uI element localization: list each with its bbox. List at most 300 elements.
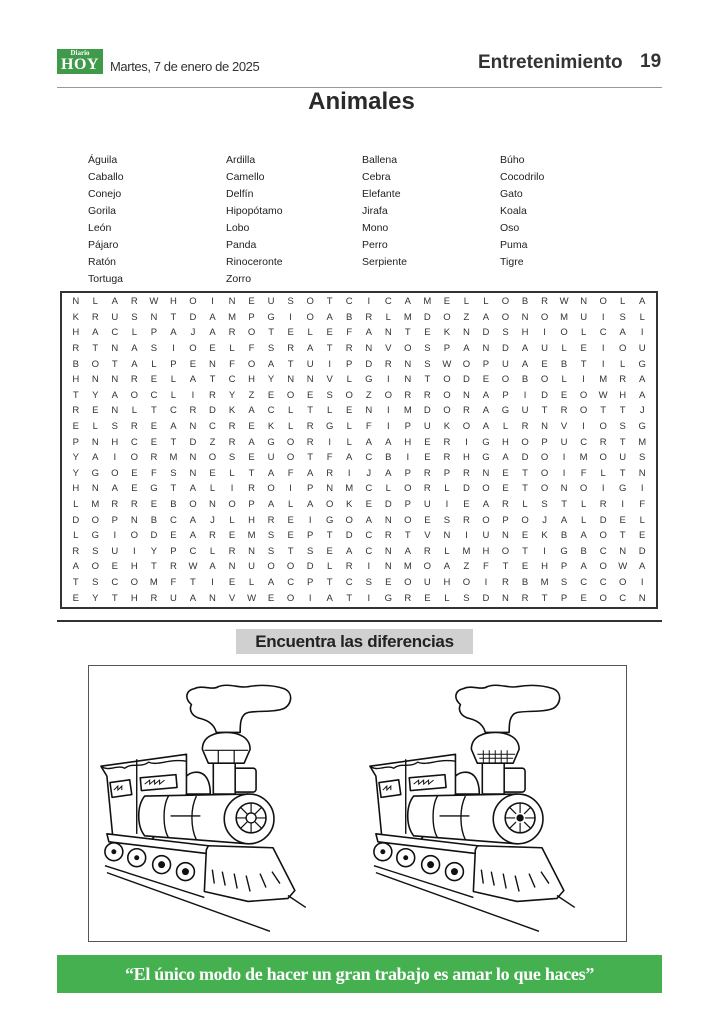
grid-letter[interactable]: A — [92, 327, 99, 339]
grid-letter[interactable]: S — [267, 530, 275, 542]
grid-letter[interactable]: E — [248, 452, 255, 464]
grid-letter[interactable]: D — [345, 530, 353, 542]
grid-letter[interactable]: C — [111, 577, 119, 589]
grid-letter[interactable]: A — [111, 296, 118, 308]
grid-letter[interactable]: A — [404, 545, 411, 557]
grid-letter[interactable]: S — [111, 421, 118, 433]
grid-letter[interactable]: N — [189, 421, 197, 433]
grid-letter[interactable]: B — [385, 452, 392, 464]
grid-letter[interactable]: D — [541, 389, 548, 401]
grid-letter[interactable]: I — [543, 327, 546, 339]
grid-letter[interactable]: S — [424, 358, 431, 370]
grid-letter[interactable]: M — [91, 499, 100, 511]
grid-letter[interactable]: R — [423, 389, 431, 401]
grid-letter[interactable]: U — [423, 421, 431, 433]
grid-letter[interactable]: S — [306, 545, 314, 557]
grid-letter[interactable]: A — [521, 358, 529, 370]
grid-letter[interactable]: T — [346, 592, 353, 604]
grid-letter[interactable]: C — [580, 577, 588, 589]
grid-letter[interactable]: D — [209, 405, 216, 417]
grid-letter[interactable]: V — [424, 530, 431, 542]
grid-letter[interactable]: R — [619, 374, 627, 386]
grid-letter[interactable]: L — [580, 327, 587, 339]
grid-letter[interactable]: E — [502, 483, 509, 495]
grid-letter[interactable]: K — [541, 530, 548, 542]
grid-letter[interactable]: A — [209, 327, 216, 339]
grid-letter[interactable]: O — [325, 499, 334, 511]
grid-letter[interactable]: O — [189, 296, 197, 308]
grid-letter[interactable]: D — [599, 514, 607, 526]
grid-letter[interactable]: U — [111, 545, 119, 557]
grid-letter[interactable]: C — [209, 421, 216, 433]
grid-letter[interactable]: E — [424, 514, 431, 526]
grid-letter[interactable]: M — [403, 405, 412, 417]
grid-letter[interactable]: T — [72, 577, 79, 589]
grid-letter[interactable]: N — [462, 389, 470, 401]
grid-letter[interactable]: E — [189, 358, 197, 370]
grid-letter[interactable]: T — [190, 577, 196, 589]
grid-letter[interactable]: C — [599, 577, 607, 589]
grid-letter[interactable]: S — [502, 327, 509, 339]
grid-letter[interactable]: I — [621, 499, 624, 511]
grid-letter[interactable]: R — [423, 483, 431, 495]
grid-letter[interactable]: S — [131, 311, 138, 323]
grid-letter[interactable]: A — [92, 452, 99, 464]
grid-letter[interactable]: O — [501, 374, 510, 386]
grid-letter[interactable]: T — [404, 530, 411, 542]
grid-letter[interactable]: D — [482, 592, 490, 604]
grid-letter[interactable]: S — [541, 499, 548, 511]
grid-letter[interactable]: W — [598, 389, 608, 401]
grid-letter[interactable]: A — [111, 483, 118, 495]
grid-letter[interactable]: O — [384, 389, 392, 401]
grid-letter[interactable]: N — [638, 467, 646, 479]
grid-letter[interactable]: N — [384, 514, 392, 526]
grid-letter[interactable]: O — [599, 296, 607, 308]
grid-letter[interactable]: L — [92, 296, 98, 308]
grid-letter[interactable]: L — [385, 483, 391, 495]
grid-letter[interactable]: P — [560, 592, 568, 604]
grid-letter[interactable]: T — [150, 561, 157, 573]
grid-letter[interactable]: A — [209, 561, 216, 573]
grid-letter[interactable]: T — [287, 358, 294, 370]
grid-letter[interactable]: R — [72, 545, 80, 557]
grid-letter[interactable]: O — [579, 483, 588, 495]
grid-letter[interactable]: H — [248, 514, 255, 526]
grid-letter[interactable]: O — [286, 389, 295, 401]
grid-letter[interactable]: A — [385, 436, 392, 448]
grid-letter[interactable]: A — [482, 499, 490, 511]
grid-letter[interactable]: L — [444, 592, 450, 604]
grid-letter[interactable]: E — [92, 405, 99, 417]
grid-letter[interactable]: L — [522, 499, 528, 511]
grid-letter[interactable]: O — [462, 577, 471, 589]
grid-letter[interactable]: A — [385, 467, 392, 479]
grid-letter[interactable]: N — [619, 545, 627, 557]
grid-letter[interactable]: I — [640, 483, 644, 495]
grid-letter[interactable]: L — [287, 405, 294, 417]
grid-letter[interactable]: C — [365, 483, 373, 495]
grid-letter[interactable]: O — [423, 561, 432, 573]
grid-letter[interactable]: L — [209, 483, 216, 495]
grid-letter[interactable]: I — [601, 343, 605, 355]
grid-letter[interactable]: P — [502, 514, 509, 526]
grid-letter[interactable]: E — [267, 592, 275, 604]
grid-letter[interactable]: O — [579, 389, 588, 401]
grid-letter[interactable]: G — [560, 545, 568, 557]
grid-letter[interactable]: B — [560, 358, 568, 370]
grid-letter[interactable]: Z — [365, 389, 372, 401]
grid-letter[interactable]: A — [639, 374, 646, 386]
grid-letter[interactable]: I — [308, 592, 312, 604]
grid-letter[interactable]: C — [345, 296, 353, 308]
grid-letter[interactable]: O — [130, 530, 139, 542]
grid-letter[interactable]: E — [326, 545, 333, 557]
grid-letter[interactable]: N — [248, 545, 255, 557]
grid-letter[interactable]: D — [423, 405, 431, 417]
grid-letter[interactable]: N — [306, 374, 314, 386]
grid-letter[interactable]: P — [170, 358, 177, 370]
grid-letter[interactable]: T — [619, 530, 626, 542]
grid-letter[interactable]: T — [619, 467, 626, 479]
grid-letter[interactable]: A — [502, 452, 509, 464]
grid-letter[interactable]: H — [521, 327, 529, 339]
grid-letter[interactable]: I — [328, 436, 331, 448]
grid-letter[interactable]: O — [599, 530, 607, 542]
grid-letter[interactable]: D — [462, 374, 470, 386]
grid-letter[interactable]: L — [131, 405, 137, 417]
grid-letter[interactable]: T — [326, 577, 333, 589]
grid-letter[interactable]: A — [346, 452, 353, 464]
grid-letter[interactable]: L — [346, 374, 352, 386]
grid-letter[interactable]: F — [365, 421, 372, 433]
grid-letter[interactable]: B — [346, 311, 353, 323]
grid-letter[interactable]: C — [599, 545, 607, 557]
grid-letter[interactable]: L — [444, 545, 450, 557]
grid-letter[interactable]: L — [170, 389, 177, 401]
grid-letter[interactable]: R — [423, 545, 431, 557]
grid-letter[interactable]: D — [384, 499, 392, 511]
grid-letter[interactable]: I — [601, 311, 605, 323]
grid-letter[interactable]: O — [482, 514, 490, 526]
grid-letter[interactable]: G — [384, 592, 392, 604]
grid-letter[interactable]: U — [541, 343, 548, 355]
grid-letter[interactable]: I — [308, 514, 312, 526]
grid-letter[interactable]: C — [267, 405, 275, 417]
grid-letter[interactable]: Y — [92, 592, 99, 604]
grid-letter[interactable]: O — [443, 405, 451, 417]
grid-letter[interactable]: R — [228, 421, 236, 433]
grid-letter[interactable]: D — [150, 530, 158, 542]
grid-letter[interactable]: N — [560, 483, 568, 495]
grid-letter[interactable]: O — [404, 483, 412, 495]
grid-letter[interactable]: O — [91, 358, 99, 370]
grid-letter[interactable]: D — [72, 514, 80, 526]
grid-letter[interactable]: H — [169, 296, 177, 308]
grid-letter[interactable]: I — [367, 592, 371, 604]
grid-letter[interactable]: A — [131, 358, 138, 370]
grid-letter[interactable]: W — [188, 561, 198, 573]
grid-letter[interactable]: F — [170, 577, 177, 589]
grid-letter[interactable]: N — [462, 327, 470, 339]
grid-letter[interactable]: P — [150, 327, 158, 339]
grid-letter[interactable]: T — [92, 343, 99, 355]
grid-letter[interactable]: R — [560, 405, 568, 417]
grid-letter[interactable]: A — [463, 343, 470, 355]
grid-letter[interactable]: T — [111, 358, 118, 370]
grid-letter[interactable]: A — [170, 327, 177, 339]
grid-letter[interactable]: K — [228, 405, 236, 417]
grid-letter[interactable]: N — [91, 483, 99, 495]
grid-letter[interactable]: S — [92, 577, 99, 589]
grid-letter[interactable]: A — [639, 561, 646, 573]
grid-letter[interactable]: A — [248, 405, 255, 417]
grid-letter[interactable]: E — [72, 421, 79, 433]
grid-letter[interactable]: A — [619, 327, 626, 339]
grid-letter[interactable]: H — [130, 561, 138, 573]
grid-letter[interactable]: I — [465, 436, 468, 448]
grid-letter[interactable]: E — [521, 561, 529, 573]
grid-letter[interactable]: R — [209, 389, 216, 401]
grid-letter[interactable]: L — [92, 421, 98, 433]
grid-letter[interactable]: U — [423, 577, 431, 589]
grid-letter[interactable]: L — [561, 374, 567, 386]
grid-letter[interactable]: A — [306, 343, 314, 355]
grid-letter[interactable]: K — [443, 421, 451, 433]
grid-letter[interactable]: I — [386, 421, 390, 433]
grid-letter[interactable]: R — [443, 452, 451, 464]
grid-letter[interactable]: B — [521, 577, 529, 589]
grid-letter[interactable]: R — [169, 561, 177, 573]
grid-letter[interactable]: L — [385, 311, 391, 323]
grid-letter[interactable]: O — [540, 483, 549, 495]
grid-letter[interactable]: C — [169, 514, 177, 526]
grid-letter[interactable]: O — [189, 343, 197, 355]
grid-letter[interactable]: O — [208, 452, 217, 464]
grid-letter[interactable]: O — [579, 405, 588, 417]
grid-letter[interactable]: S — [560, 577, 568, 589]
grid-letter[interactable]: R — [404, 389, 412, 401]
grid-letter[interactable]: G — [91, 467, 99, 479]
grid-letter[interactable]: N — [287, 374, 295, 386]
grid-letter[interactable]: N — [365, 343, 373, 355]
grid-letter[interactable]: E — [639, 530, 646, 542]
grid-letter[interactable]: R — [306, 436, 314, 448]
grid-letter[interactable]: A — [306, 467, 314, 479]
grid-letter[interactable]: U — [169, 592, 177, 604]
grid-letter[interactable]: R — [287, 343, 295, 355]
grid-letter[interactable]: L — [580, 499, 587, 511]
grid-letter[interactable]: F — [346, 327, 353, 339]
grid-letter[interactable]: E — [346, 405, 353, 417]
grid-letter[interactable]: A — [189, 514, 197, 526]
grid-letter[interactable]: I — [562, 467, 566, 479]
grid-letter[interactable]: P — [306, 530, 314, 542]
grid-letter[interactable]: O — [286, 436, 295, 448]
grid-letter[interactable]: M — [423, 296, 432, 308]
grid-letter[interactable]: E — [248, 421, 255, 433]
grid-letter[interactable]: N — [580, 296, 588, 308]
grid-letter[interactable]: A — [111, 389, 118, 401]
grid-letter[interactable]: A — [267, 467, 275, 479]
grid-letter[interactable]: I — [367, 561, 371, 573]
grid-letter[interactable]: I — [445, 499, 449, 511]
grid-letter[interactable]: E — [443, 296, 451, 308]
grid-letter[interactable]: R — [72, 343, 80, 355]
grid-letter[interactable]: P — [560, 561, 568, 573]
grid-letter[interactable]: A — [248, 436, 255, 448]
grid-letter[interactable]: C — [130, 436, 138, 448]
grid-letter[interactable]: R — [541, 296, 548, 308]
grid-letter[interactable]: I — [465, 530, 468, 542]
grid-letter[interactable]: A — [365, 514, 372, 526]
grid-letter[interactable]: H — [130, 592, 138, 604]
grid-letter[interactable]: H — [541, 561, 548, 573]
grid-letter[interactable]: O — [404, 577, 412, 589]
grid-letter[interactable]: O — [306, 296, 314, 308]
grid-letter[interactable]: P — [404, 421, 411, 433]
grid-letter[interactable]: G — [267, 436, 275, 448]
grid-letter[interactable]: J — [190, 327, 196, 339]
grid-letter[interactable]: E — [150, 374, 158, 386]
grid-letter[interactable]: I — [133, 545, 136, 557]
grid-letter[interactable]: L — [600, 467, 606, 479]
grid-letter[interactable]: R — [384, 358, 392, 370]
grid-letter[interactable]: Y — [72, 467, 79, 479]
grid-letter[interactable]: A — [170, 421, 177, 433]
grid-letter[interactable]: A — [365, 436, 372, 448]
grid-letter[interactable]: F — [639, 499, 646, 511]
grid-letter[interactable]: H — [443, 577, 451, 589]
grid-letter[interactable]: O — [521, 436, 529, 448]
grid-letter[interactable]: C — [150, 389, 158, 401]
grid-letter[interactable]: L — [327, 405, 333, 417]
grid-letter[interactable]: D — [189, 436, 197, 448]
grid-letter[interactable]: A — [404, 296, 411, 308]
grid-letter[interactable]: I — [484, 577, 488, 589]
grid-letter[interactable]: T — [111, 592, 118, 604]
grid-letter[interactable]: C — [365, 545, 373, 557]
grid-letter[interactable]: P — [541, 436, 548, 448]
grid-letter[interactable]: I — [289, 311, 292, 323]
grid-letter[interactable]: L — [639, 311, 645, 323]
grid-letter[interactable]: R — [326, 467, 334, 479]
grid-letter[interactable]: S — [92, 545, 99, 557]
grid-letter[interactable]: J — [210, 514, 215, 526]
grid-letter[interactable]: T — [522, 467, 528, 479]
grid-letter[interactable]: T — [268, 327, 274, 339]
grid-letter[interactable]: R — [521, 592, 529, 604]
grid-letter[interactable]: N — [209, 592, 216, 604]
grid-letter[interactable]: R — [72, 405, 80, 417]
grid-letter[interactable]: E — [131, 483, 138, 495]
grid-letter[interactable]: U — [248, 561, 255, 573]
grid-letter[interactable]: R — [130, 296, 138, 308]
grid-letter[interactable]: E — [209, 467, 216, 479]
grid-letter[interactable]: T — [326, 530, 333, 542]
grid-letter[interactable]: N — [384, 545, 392, 557]
grid-letter[interactable]: I — [601, 483, 605, 495]
grid-letter[interactable]: O — [560, 327, 568, 339]
grid-letter[interactable]: A — [580, 530, 587, 542]
grid-letter[interactable]: O — [228, 499, 236, 511]
grid-letter[interactable]: M — [403, 311, 412, 323]
grid-letter[interactable]: G — [267, 311, 275, 323]
grid-letter[interactable]: H — [248, 374, 255, 386]
grid-letter[interactable]: G — [150, 483, 158, 495]
grid-letter[interactable]: U — [423, 499, 431, 511]
grid-letter[interactable]: W — [618, 561, 628, 573]
grid-letter[interactable]: R — [130, 421, 138, 433]
grid-letter[interactable]: E — [580, 592, 587, 604]
grid-letter[interactable]: T — [170, 483, 177, 495]
grid-letter[interactable]: S — [170, 467, 177, 479]
grid-letter[interactable]: G — [325, 514, 334, 526]
grid-letter[interactable]: T — [522, 545, 528, 557]
grid-letter[interactable]: I — [543, 545, 546, 557]
grid-letter[interactable]: E — [287, 514, 294, 526]
grid-letter[interactable]: U — [267, 452, 275, 464]
grid-letter[interactable]: P — [248, 311, 255, 323]
grid-letter[interactable]: M — [345, 483, 354, 495]
grid-letter[interactable]: P — [443, 343, 451, 355]
grid-letter[interactable]: T — [404, 327, 411, 339]
grid-letter[interactable]: A — [346, 545, 353, 557]
grid-letter[interactable]: N — [91, 374, 99, 386]
grid-letter[interactable]: A — [189, 592, 197, 604]
grid-letter[interactable]: A — [209, 311, 216, 323]
grid-letter[interactable]: M — [247, 530, 256, 542]
grid-letter[interactable]: K — [267, 421, 275, 433]
grid-letter[interactable]: D — [482, 327, 490, 339]
grid-letter[interactable]: L — [463, 296, 470, 308]
grid-letter[interactable]: A — [521, 343, 529, 355]
grid-letter[interactable]: T — [502, 561, 509, 573]
grid-letter[interactable]: D — [521, 452, 529, 464]
grid-letter[interactable]: O — [345, 514, 353, 526]
grid-letter[interactable]: V — [228, 592, 236, 604]
grid-letter[interactable]: M — [638, 436, 647, 448]
grid-letter[interactable]: O — [540, 374, 549, 386]
grid-letter[interactable]: L — [580, 514, 587, 526]
grid-letter[interactable]: F — [150, 467, 157, 479]
grid-letter[interactable]: I — [640, 577, 644, 589]
grid-letter[interactable]: E — [170, 530, 177, 542]
grid-letter[interactable]: R — [599, 436, 607, 448]
grid-letter[interactable]: N — [638, 592, 646, 604]
grid-letter[interactable]: O — [91, 561, 99, 573]
grid-letter[interactable]: H — [72, 374, 80, 386]
grid-letter[interactable]: R — [248, 483, 255, 495]
grid-letter[interactable]: A — [482, 311, 490, 323]
grid-letter[interactable]: N — [404, 374, 412, 386]
grid-letter[interactable]: G — [325, 421, 334, 433]
grid-letter[interactable]: I — [582, 421, 585, 433]
grid-letter[interactable]: N — [228, 296, 236, 308]
grid-letter[interactable]: L — [327, 561, 333, 573]
grid-letter[interactable]: I — [191, 389, 195, 401]
grid-letter[interactable]: E — [287, 327, 294, 339]
grid-letter[interactable]: Z — [248, 389, 255, 401]
grid-letter[interactable]: T — [580, 358, 587, 370]
grid-letter[interactable]: O — [267, 483, 275, 495]
grid-letter[interactable]: N — [72, 296, 80, 308]
grid-letter[interactable]: E — [150, 499, 158, 511]
grid-letter[interactable]: U — [267, 296, 275, 308]
grid-letter[interactable]: L — [287, 421, 294, 433]
grid-letter[interactable]: N — [91, 436, 99, 448]
grid-letter[interactable]: M — [462, 545, 471, 557]
